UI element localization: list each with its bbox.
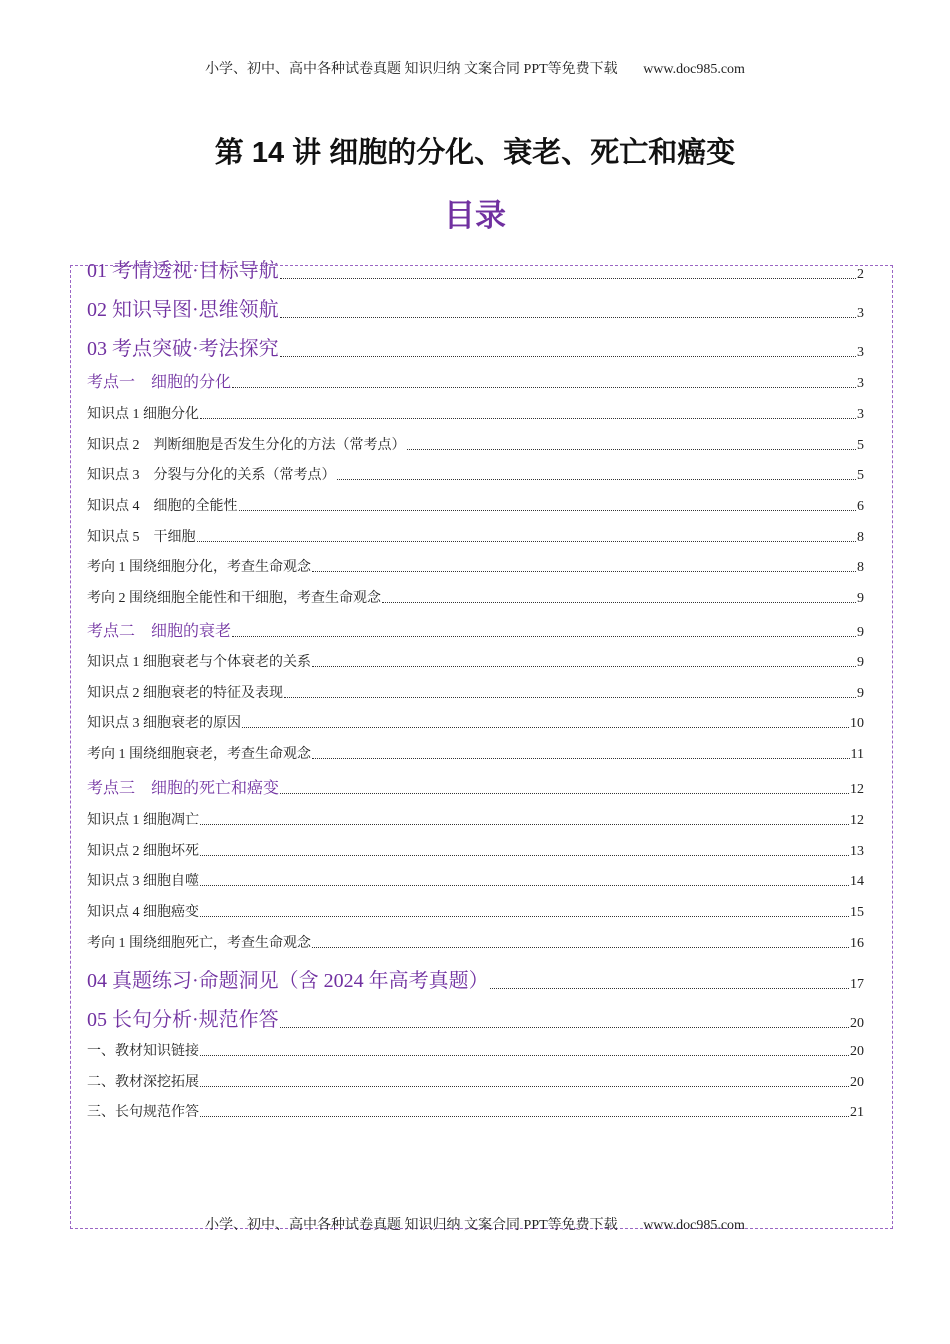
toc-entry[interactable] (87, 651, 864, 671)
toc-entry[interactable] (87, 964, 864, 993)
toc-entry-label: 知识点 3 细胞衰老的原因 (87, 716, 241, 731)
toc-entry-label: 考向 2 围绕细胞全能性和干细胞，考查生命观念 (87, 591, 381, 606)
toc-entry[interactable] (87, 1040, 864, 1060)
dot-leader (200, 1115, 849, 1117)
dot-leader (200, 884, 849, 886)
toc-entry-page-number: 14 (850, 874, 864, 889)
toc-entry[interactable] (87, 403, 864, 423)
toc-entry-label: 知识点 2 细胞坏死 (87, 844, 199, 859)
toc-entry-label: 知识点 5 干细胞 (87, 530, 196, 545)
toc-heading: 目录 (444, 198, 506, 233)
toc-entry-page-number: 3 (857, 345, 864, 360)
dot-leader (312, 757, 850, 759)
toc-entry-label: 知识点 3 分裂与分化的关系（常考点） (87, 468, 336, 483)
toc-entry[interactable] (87, 587, 864, 607)
toc-entry-label: 二、教材深挖拓展 (87, 1075, 199, 1090)
toc-entry[interactable] (87, 556, 864, 576)
toc-entry-page-number: 5 (857, 438, 864, 453)
dot-leader (284, 696, 856, 698)
toc-entry[interactable] (87, 1003, 864, 1032)
dot-leader (337, 478, 857, 480)
toc-entry-label: 知识点 4 细胞癌变 (87, 905, 199, 920)
dot-leader (239, 509, 857, 511)
dot-leader (312, 570, 856, 572)
toc-entry[interactable] (87, 464, 864, 484)
toc-entry-page-number: 17 (850, 977, 864, 992)
dot-leader (200, 417, 856, 419)
dot-leader (490, 987, 849, 989)
dot-leader (280, 316, 856, 318)
toc-entry[interactable] (87, 682, 864, 702)
toc-entry-label: 考向 1 围绕细胞衰老，考查生命观念 (87, 747, 311, 762)
toc-entry-page-number: 9 (857, 655, 864, 670)
toc-entry-page-number: 3 (857, 306, 864, 321)
page-header (0, 58, 950, 78)
toc-entry-label: 知识点 3 细胞自噬 (87, 874, 199, 889)
dot-leader (280, 277, 856, 279)
toc-entry-page-number: 9 (857, 591, 864, 606)
dot-leader (280, 355, 856, 357)
toc-entry-label: 02 知识导图·思维领航 (87, 299, 279, 321)
toc-entry[interactable] (87, 901, 864, 921)
dot-leader (280, 1026, 849, 1028)
dot-leader (200, 1054, 849, 1056)
toc-entry-page-number: 15 (850, 905, 864, 920)
dot-leader (232, 635, 856, 637)
toc-entry[interactable] (87, 840, 864, 860)
toc-entry-page-number: 9 (857, 686, 864, 701)
dot-leader (407, 448, 857, 450)
dot-leader (382, 601, 856, 603)
dot-leader (200, 823, 849, 825)
toc-entry-label: 知识点 1 细胞凋亡 (87, 813, 199, 828)
toc-entry[interactable] (87, 369, 864, 392)
toc-entry-label: 04 真题练习·命题洞见（含 2024 年高考真题） (87, 970, 489, 992)
toc-entry-label: 知识点 1 细胞衰老与个体衰老的关系 (87, 655, 311, 670)
toc-entry-label: 03 考点突破·考法探究 (87, 338, 279, 360)
dot-leader (312, 946, 849, 948)
toc-entry[interactable] (87, 434, 864, 454)
toc-entry-page-number: 6 (857, 499, 864, 514)
toc-entry[interactable] (87, 254, 864, 283)
toc-entry[interactable] (87, 618, 864, 641)
toc-entry[interactable] (87, 932, 864, 952)
toc-entry-label: 考点三 细胞的死亡和癌变 (87, 780, 280, 797)
toc-entry-page-number: 5 (857, 468, 864, 483)
toc-entry-page-number: 8 (857, 560, 864, 575)
toc-entry[interactable] (87, 332, 864, 361)
toc-entry-page-number: 12 (850, 782, 864, 797)
toc-entry[interactable] (87, 870, 864, 890)
toc-entry-page-number: 9 (857, 625, 864, 640)
toc-entry-page-number: 20 (850, 1075, 864, 1090)
toc-entry-page-number: 12 (850, 813, 864, 828)
toc-entry-page-number: 3 (857, 376, 864, 391)
header-text: 小学、初中、高中各种试卷真题 知识归纳 文案合同 PPT等免费下载 (205, 62, 618, 77)
toc-entry-label: 考点二 细胞的衰老 (87, 623, 232, 640)
toc-entry-label: 三、长句规范作答 (87, 1105, 199, 1120)
dot-leader (242, 726, 849, 728)
dot-leader (200, 915, 849, 917)
toc-entry-page-number: 16 (850, 936, 864, 951)
toc-entry-label: 知识点 2 细胞衰老的特征及表现 (87, 686, 283, 701)
document-title: 第 14 讲 细胞的分化、衰老、死亡和癌变 (214, 137, 736, 169)
toc-entry-page-number: 20 (850, 1044, 864, 1059)
page-footer (0, 1214, 950, 1234)
footer-text: 小学、初中、高中各种试卷真题 知识归纳 文案合同 PPT等免费下载 (205, 1218, 618, 1233)
toc-entry[interactable] (87, 809, 864, 829)
toc-entry[interactable] (87, 743, 864, 763)
toc-entry-page-number: 21 (850, 1105, 864, 1120)
toc-entry[interactable] (87, 293, 864, 322)
toc-entry-page-number: 2 (857, 267, 864, 282)
dot-leader (200, 1085, 849, 1087)
toc-entry-label: 知识点 1 细胞分化 (87, 407, 199, 422)
toc-entry[interactable] (87, 1101, 864, 1121)
toc-entry[interactable] (87, 495, 864, 515)
toc-entry[interactable] (87, 526, 864, 546)
toc-entry[interactable] (87, 1071, 864, 1091)
toc-entry-page-number: 10 (850, 716, 864, 731)
toc-entry[interactable] (87, 712, 864, 732)
toc-entry-page-number: 11 (850, 747, 864, 762)
toc-entry-page-number: 20 (850, 1016, 864, 1031)
toc-entry-label: 05 长句分析·规范作答 (87, 1009, 279, 1031)
toc-entry-label: 01 考情透视·目标导航 (87, 260, 279, 282)
toc-entry-label: 知识点 4 细胞的全能性 (87, 499, 238, 514)
dot-leader (312, 665, 856, 667)
toc-entry-label: 考向 1 围绕细胞死亡，考查生命观念 (87, 936, 311, 951)
footer-url[interactable]: www.doc985.com (643, 1218, 745, 1233)
dot-leader (280, 792, 849, 794)
toc-entry-label: 知识点 2 判断细胞是否发生分化的方法（常考点） (87, 438, 406, 453)
toc-entry-page-number: 13 (850, 844, 864, 859)
toc-entry-page-number: 3 (857, 407, 864, 422)
toc-entry-page-number: 8 (857, 530, 864, 545)
header-url[interactable]: www.doc985.com (643, 62, 745, 77)
dot-leader (232, 386, 856, 388)
dot-leader (197, 540, 857, 542)
toc-entry-label: 考向 1 围绕细胞分化，考查生命观念 (87, 560, 311, 575)
toc-entry[interactable] (87, 775, 864, 798)
toc-entry-label: 考点一 细胞的分化 (87, 374, 232, 391)
toc-entry-label: 一、教材知识链接 (87, 1044, 199, 1059)
dot-leader (200, 854, 849, 856)
